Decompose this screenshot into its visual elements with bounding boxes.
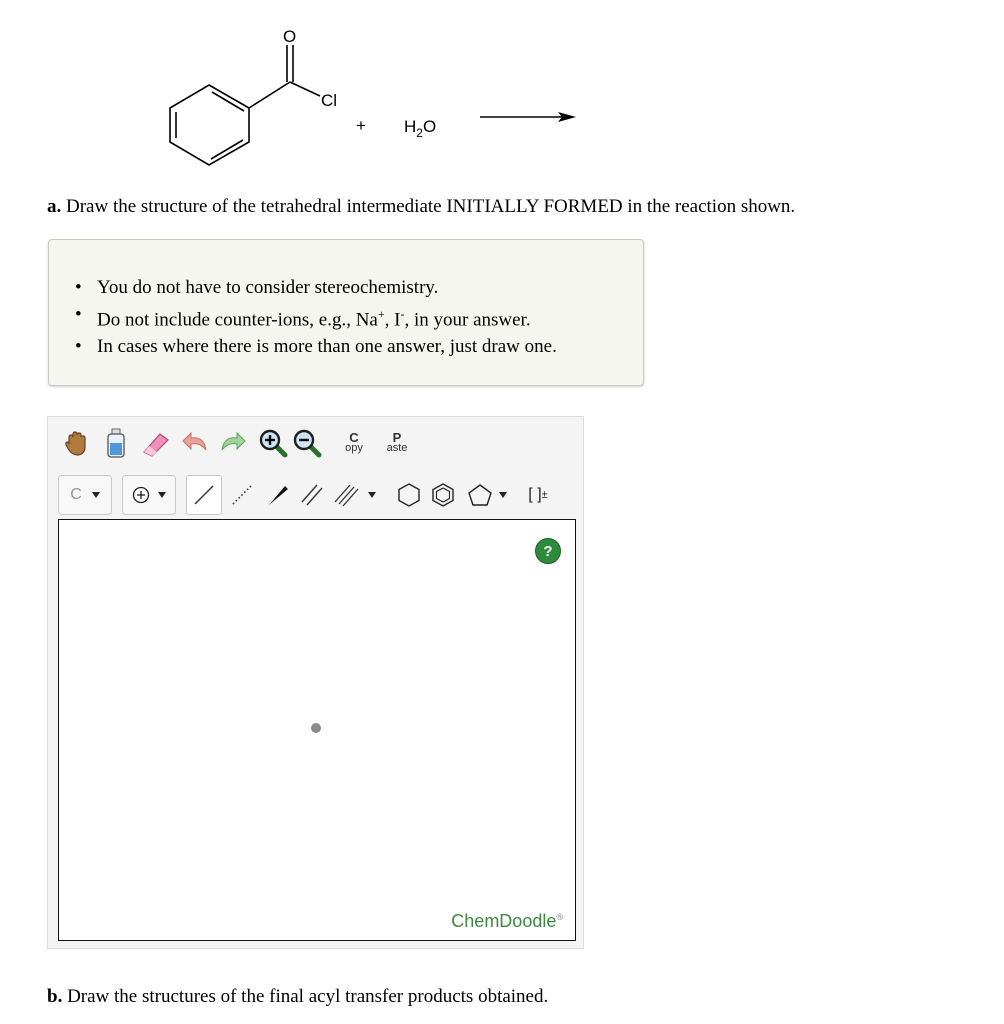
water-formula [404,117,436,140]
drawing-canvas[interactable] [58,519,576,941]
chlorine-label: Cl [321,91,338,110]
help-label: ? [543,542,553,560]
hint-text: , I [384,309,401,331]
hint-item [97,274,557,301]
hint-box [48,239,644,386]
question-a-label: a. [47,196,62,217]
triple-bond-icon [334,483,360,507]
acyl-bonds [249,45,320,108]
redo-button[interactable] [214,425,250,461]
undo-icon [180,428,212,458]
reaction-scheme [150,20,610,170]
chemdoodle-editor [47,416,584,949]
double-bond-icon [300,483,324,507]
pentagon-icon [467,482,493,508]
chevron-down-icon [368,492,376,498]
hint-text: Do not include counter-ions, e.g., Na [97,309,378,331]
copy-big: C [349,430,359,445]
charge-dropdown[interactable] [122,475,176,515]
atom-selector-dropdown[interactable] [58,475,112,515]
charge-bracket-sup: ± [541,489,548,501]
clear-button[interactable] [98,425,134,461]
clear-bottle-icon [103,427,129,459]
hint-text: , in your answer. [404,309,531,331]
water-subscript: 2 [416,126,423,140]
water-o: O [422,117,437,136]
question-b-text: Draw the structures of the final acyl transfer products obtained. [62,986,549,1007]
hint-item [97,301,557,333]
charge-bracket-button[interactable] [518,475,558,515]
double-bond-button[interactable] [294,475,330,515]
triple-bond-dropdown[interactable] [328,475,382,515]
eraser-button[interactable] [138,425,174,461]
dashed-bond-icon [230,483,254,507]
copy-label [345,432,363,454]
eraser-icon [140,428,172,458]
hand-icon [61,428,91,458]
hint-item [97,333,557,360]
hint-sup: + [377,307,385,321]
single-bond-icon [192,483,216,507]
water-h: H [404,117,417,136]
hexagon-ring-button[interactable] [392,475,426,515]
zoom-in-button[interactable] [256,425,290,461]
zoom-out-button[interactable] [290,425,324,461]
dashed-bond-button[interactable] [224,475,260,515]
wedge-bond-button[interactable] [260,475,296,515]
hint-list [97,274,557,360]
chemdoodle-logo [451,911,563,932]
paste-button[interactable] [380,427,414,459]
atom-label: C [70,486,82,503]
hexagon-icon [396,482,422,508]
charge-bracket-label: [ ] [528,486,542,503]
copy-button[interactable] [338,427,370,459]
plus-charge-icon [132,486,150,504]
question-a [47,196,795,218]
wedge-bond-icon [266,483,290,507]
paste-small: aste [386,442,408,454]
reaction-arrow [480,112,576,122]
hand-tool-button[interactable] [58,425,94,461]
pentagon-ring-dropdown[interactable] [460,475,514,515]
chevron-down-icon [499,492,507,498]
paste-label [387,432,408,454]
brand-mark: ® [556,912,563,922]
question-a-text: Draw the structure of the tetrahedral intermediate INITIALLY FORMED in the reaction shown. [61,196,796,217]
paste-big: P [392,430,402,445]
plus-sign: + [356,116,366,135]
single-bond-button[interactable] [186,475,222,515]
chevron-down-icon [158,492,166,498]
hint-sup: - [400,307,405,321]
question-b [47,986,548,1008]
hint-text: You do not have to consider stereochemistry. [97,277,439,298]
help-button[interactable] [535,538,561,564]
brand-name: ChemDoodle [451,911,557,931]
zoom-in-icon [257,427,289,459]
undo-button[interactable] [178,425,214,461]
redo-icon [216,428,248,458]
cursor-indicator [311,723,321,733]
chevron-down-icon [92,492,100,498]
oxygen-label: O [283,27,297,46]
copy-small: opy [345,442,363,454]
hint-text: In cases where there is more than one answer, just draw one. [97,336,557,358]
question-b-label: b. [47,986,63,1007]
benzene-ring [170,85,249,165]
benzene-icon [430,482,456,508]
zoom-out-icon [291,427,323,459]
benzene-ring-button[interactable] [426,475,460,515]
